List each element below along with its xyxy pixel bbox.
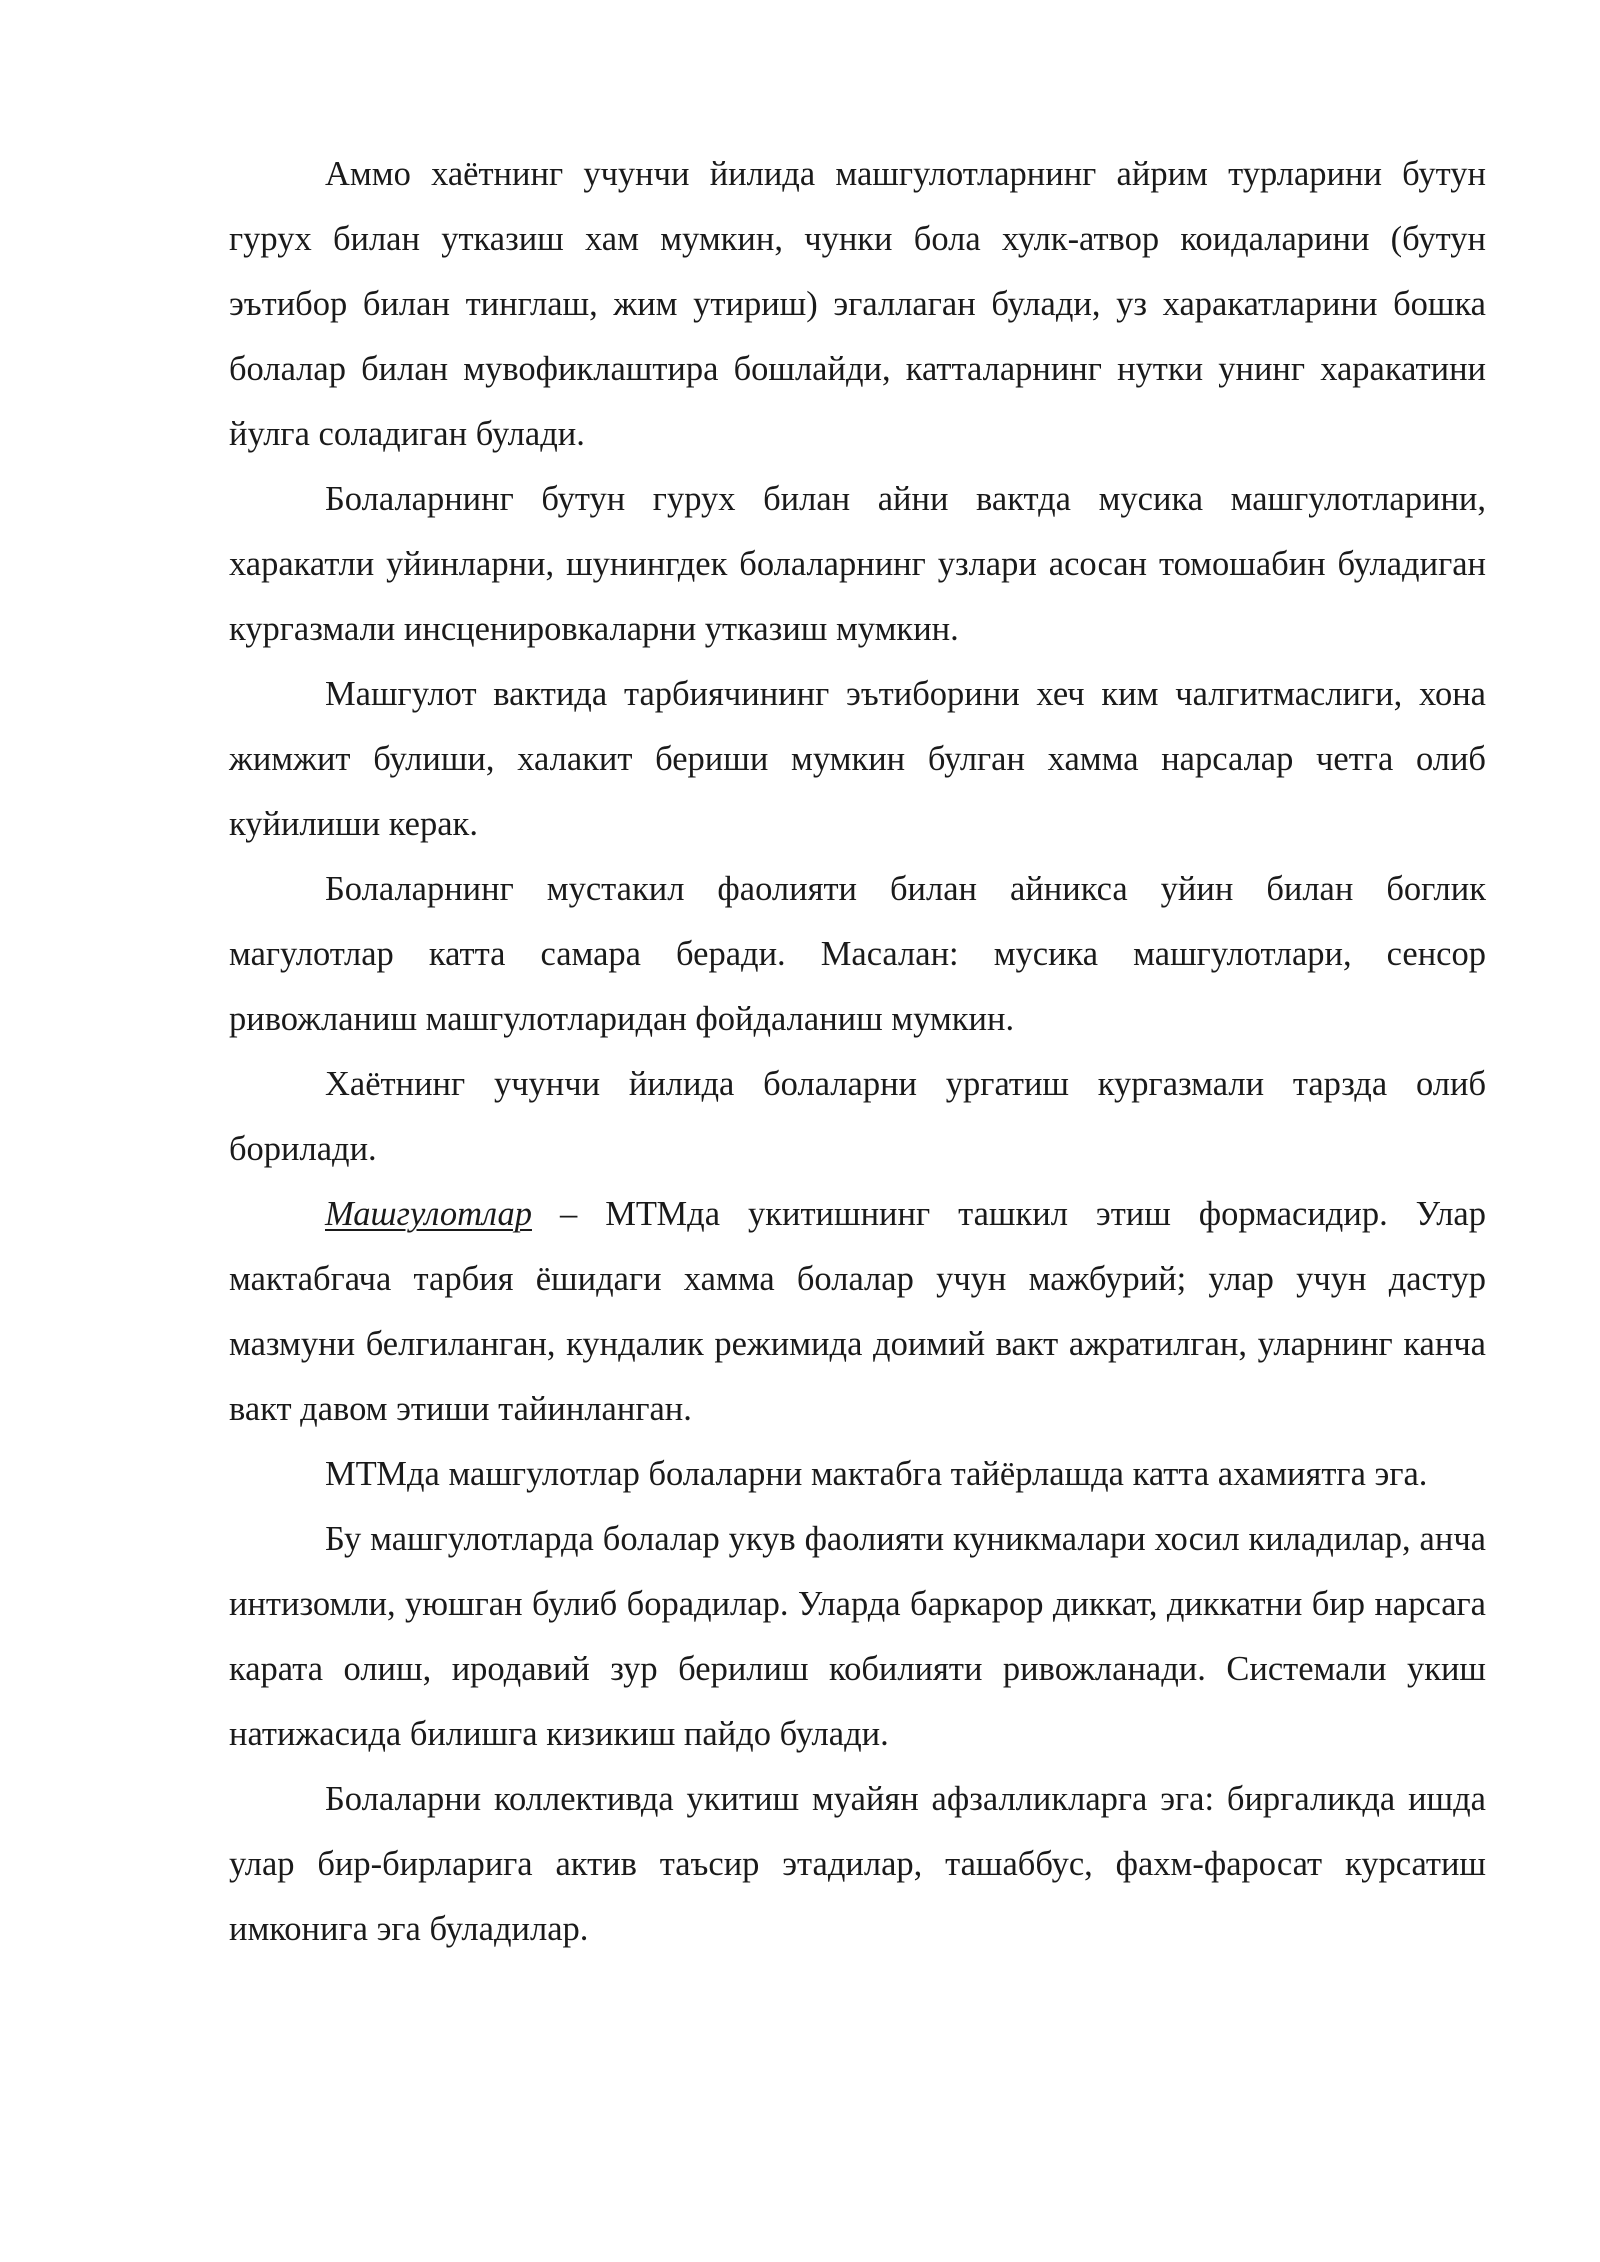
paragraph-4: Болаларнинг мустакил фаолияти билан айникса уйин билан боглик магулотлар катта самара беради. Масалан: мусика машгулотлари, сенсор ривожланиш машгулотларидан фойдаланиш мумкин.: [229, 870, 1486, 1038]
paragraph-8: Бу машгулотларда болалар укув фаолияти куникмалари хосил киладилар, анча интизомли, уюшган булиб борадилар. Уларда баркарор диккат, диккатни бир нарсага карата олиш, иродавий зур берилиш кобилияти ривожланади. Системали укиш натижасида билишга кизикиш пайдо булади.: [229, 1520, 1486, 1753]
definition-term: Машгулотлар: [325, 1195, 532, 1233]
definition-text: – МТМда укитишнинг ташкил этиш формасидир. Улар мактабгача тарбия ёшидаги хамма болалар учун мажбурий; улар учун дастур мазмуни белгиланган, кундалик режимида доимий вакт ажратилган, уларнинг канча вакт давом этиши тайинланган.: [229, 1195, 1486, 1428]
paragraph-1: Аммо хаётнинг учунчи йилида машгулотларнинг айрим турларини бутун гурух билан утказиш хам мумкин, чунки бола хулк-атвор коидаларини (бутун эътибор билан тинглаш, жим утириш) эгаллаган булади, уз харакатларини бошка болалар билан мувофиклаштира бошлайди, катталарнинг нутки унинг харакатини йулга соладиган булади.: [229, 155, 1486, 453]
paragraph-7: МТМда машгулотлар болаларни мактабга тайёрлашда катта ахамиятга эга.: [325, 1455, 1428, 1493]
paragraph-3: Машгулот вактида тарбиячининг эътиборини хеч ким чалгитмаслиги, хона жимжит булиши, халакит бериши мумкин булган хамма нарсалар четга олиб куйилиши керак.: [229, 675, 1486, 843]
paragraph-9: Болаларни коллективда укитиш муайян афзалликларга эга: биргаликда ишда улар бир-бирларига актив таъсир этадилар, ташаббус, фахм-фаросат курсатиш имконига эга буладилар.: [229, 1780, 1486, 1948]
paragraph-5: Хаётнинг учунчи йилида болаларни ургатиш кургазмали тарзда олиб борилади.: [229, 1065, 1486, 1168]
paragraph-2: Болаларнинг бутун гурух билан айни вактда мусика машгулотларини, харакатли уйинларни, шунингдек болаларнинг узлари асосан томошабин буладиган кургазмали инсценировкаларни утказиш мумкин.: [229, 480, 1486, 648]
definition-paragraph: [229, 1182, 1486, 1442]
document-body: [229, 142, 1486, 1962]
